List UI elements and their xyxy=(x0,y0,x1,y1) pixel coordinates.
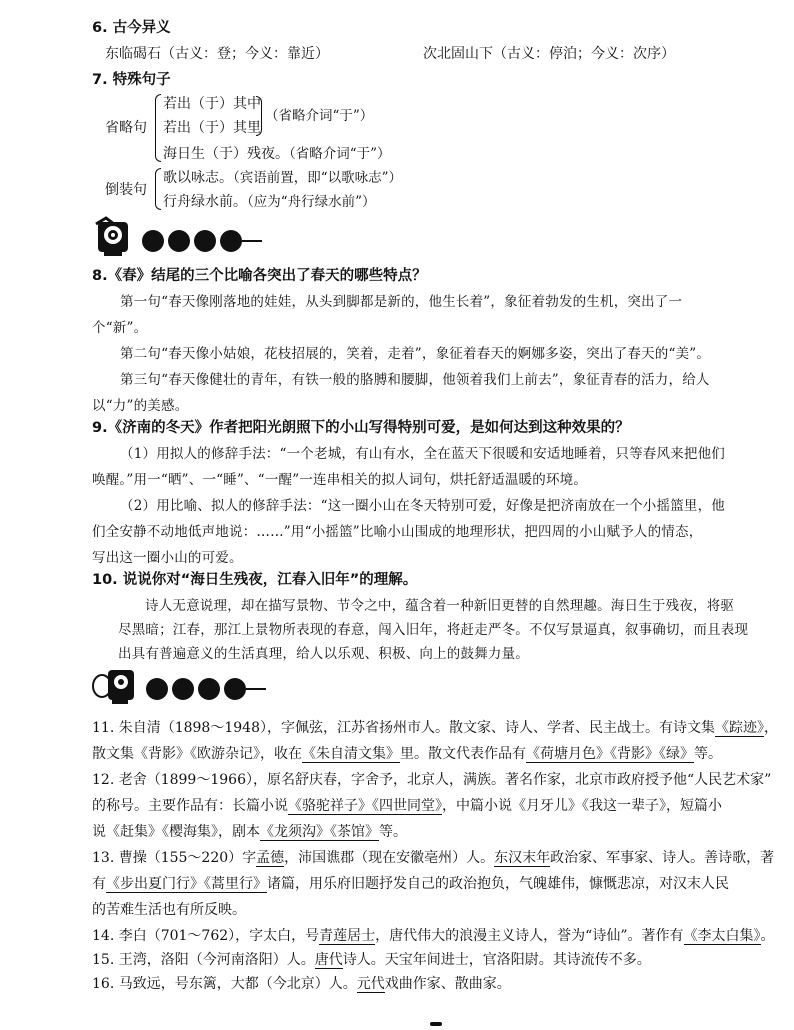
q10-title: 10. 说说你对“海日生残夜，江春入旧年”的理解。 xyxy=(92,572,418,588)
s7-omission-note-2: （省略介词“于”） xyxy=(289,146,391,162)
q13-l1-b: ，沛国谯郡（现在安徽亳州）人。 xyxy=(284,850,495,866)
q10-l3: 出具有普遍意义的生活真理，给人以乐观、积极、向上的鼓舞力量。 xyxy=(118,646,529,662)
q13-l1-u1: 孟德 xyxy=(256,850,285,866)
q11-l2-a: 散文集《背影》《欧游杂记》，收在 xyxy=(92,746,302,762)
brace-omission xyxy=(155,94,161,162)
q8-p3-l2: 以“力”的美感。 xyxy=(92,398,189,414)
q10-l1: 诗人无意说理，却在描写景物、节令之中，蕴含着一种新旧更替的自然理趣。海日生于残夜，将驱 xyxy=(145,598,735,614)
section-banner-1 xyxy=(92,216,272,260)
q11-l1-a: 11. 朱自清（1898～1948），字佩弦，江苏省扬州市人。散文家、诗人、学者、民主战士。有诗文集 xyxy=(92,720,715,736)
q8-p2: 第二句“春天像小姑娘，花枝招展的，笑着，走着”，象征着春天的婀娜多姿，突出了春天的“美”。 xyxy=(120,346,711,362)
s6-item-2 xyxy=(423,44,675,64)
q12-l2-a: 的称号。主要作品有：长篇小说 xyxy=(92,798,288,814)
q16-l1 xyxy=(92,974,511,994)
q16-l1-u1: 元代 xyxy=(356,976,385,992)
q13-l2-u1: 《步出夏门行》《蒿里行》 xyxy=(106,876,267,892)
q13-l3: 的苦难生活也有所反映。 xyxy=(92,902,246,918)
q11-l2-u2: 《荷塘月色》《背影》《绿》 xyxy=(526,746,694,762)
q11-l1-b: ， xyxy=(763,720,778,736)
s7-omission-label: 省略句 xyxy=(105,120,147,136)
q15-l1-b: 诗人。天宝年间进士，官洛阳尉。其诗流传不多。 xyxy=(342,952,651,968)
q11-l2 xyxy=(92,744,722,764)
s7-inversion-2-text: 行舟绿水前。 xyxy=(163,194,247,210)
q13-l1-u2: 东汉末年 xyxy=(494,850,551,866)
q12-l3-b: 等。 xyxy=(379,824,407,840)
q15-l1-a: 15. 王湾，洛阳（今河南洛阳）人。 xyxy=(92,952,315,968)
q13-l1-c: 政治家、军事家、诗人。善诗歌，著 xyxy=(550,850,775,866)
s6-item-1-note: （古义：登；今义：靠近） xyxy=(161,46,329,62)
q13-l1 xyxy=(92,848,774,868)
mascot-icon xyxy=(92,216,136,260)
q11-l1-u1: 《踪迹》 xyxy=(714,720,764,736)
s7-omission-2: 若出（于）其里 xyxy=(163,120,261,136)
q14-l1-c: 。 xyxy=(760,928,775,944)
heading-7: 7. 特殊句子 xyxy=(92,72,171,88)
heading-6: 6. 古今异义 xyxy=(92,20,171,36)
q8-p1-l1: 第一句“春天像刚落地的娃娃，从头到脚都是新的，他生长着”，象征着勃发的生机，突出了一 xyxy=(120,294,683,310)
q11-l2-u1: 《朱自清文集》 xyxy=(302,746,400,762)
q12-l2-u1: 《骆驼祥子》《四世同堂》 xyxy=(288,798,442,814)
q13-l1-a: 13. 曹操（155～220）字 xyxy=(92,850,257,866)
q13-l2-b: 诸篇，用乐府旧题抒发自己的政治抱负，气魄雄伟，慷慨悲凉，对汉末人民 xyxy=(267,876,729,892)
s7-omission-3-text: 海日生（于）残夜。 xyxy=(163,146,289,162)
q10-l2: 尽黑暗；江春，那江上景物所表现的春意，闯入旧年，将赶走严冬。不仅写景逼真，叙事确切，而且表现 xyxy=(118,622,749,638)
q8-p1-l2: 个“新”。 xyxy=(92,320,148,336)
s7-omission-3 xyxy=(163,144,391,164)
q9-title: 9.《济南的冬天》作者把阳光朗照下的小山写得特别可爱，是如何达到这种效果的？ xyxy=(92,420,630,436)
brace-omission-inner xyxy=(256,96,262,136)
q14-l1-a: 14. 李白（701～762），字太白，号 xyxy=(92,928,320,944)
mascot-reading-icon xyxy=(92,664,140,708)
s6-item-2-word: 次北固山下 xyxy=(423,46,493,62)
q9-p2-l1: （2）用比喻、拟人的修辞手法：“这一圈小山在冬天特别可爱，好像是把济南放在一个小摇篮里，他 xyxy=(120,498,725,514)
q11-l2-c: 等。 xyxy=(694,746,722,762)
q9-p1-l2: 唤醒。”用一“晒”、一“睡”、“一醒”一连串相关的拟人词句，烘托舒适温暖的环境。 xyxy=(92,472,588,488)
q14-l1-u1: 青莲居士 xyxy=(319,928,376,944)
s6-item-1 xyxy=(105,44,329,64)
q12-l2-b: ，中篇小说《月牙儿》《我这一辈子》，短篇小 xyxy=(442,798,722,814)
q12-l1: 12. 老舍（1899～1966），原名舒庆春，字舍予，北京人，满族。著名作家，北京市政府授予他“人民艺术家” xyxy=(92,772,772,788)
q8-p3-l1: 第三句“春天像健壮的青年，有铁一般的胳膊和腰脚，他领着我们上前去”，象征青春的活力，给人 xyxy=(120,372,710,388)
q16-l1-b: 戏曲作家、散曲家。 xyxy=(384,976,511,992)
q15-l1 xyxy=(92,950,651,970)
q12-l3 xyxy=(92,822,407,842)
q15-l1-u1: 唐代 xyxy=(314,952,343,968)
brace-inversion xyxy=(155,168,161,210)
q12-l3-a: 说《赶集》《樱海集》，剧本 xyxy=(92,824,260,840)
q14-l1-u2: 《李太白集》 xyxy=(683,928,761,944)
q8-title: 8.《春》结尾的三个比喻各突出了春天的哪些特点？ xyxy=(92,268,427,284)
q9-p1-l1: （1）用拟人的修辞手法：“一个老城，有山有水，全在蓝天下很暖和安适地睡着，只等春风来把他们 xyxy=(120,446,725,462)
q11-l1 xyxy=(92,718,778,738)
q16-l1-a: 16. 马致远，号东篱，大都（今北京）人。 xyxy=(92,976,357,992)
s7-inversion-1-text: 歌以咏志。 xyxy=(163,170,233,186)
s7-inversion-label: 倒装句 xyxy=(105,182,147,198)
q9-p2-l2: 们全安静不动地低声地说：……”用“小摇篮”比喻小山围成的地理形状，把四周的小山赋予人的情态， xyxy=(92,524,703,540)
s7-omission-1: 若出（于）其中 xyxy=(163,96,261,112)
s7-inversion-1 xyxy=(163,168,402,188)
s7-inversion-2 xyxy=(163,192,376,212)
q12-l3-u1: 《龙须沟》《茶馆》 xyxy=(260,824,379,840)
s6-item-2-note: （古义：停泊；今义：次序） xyxy=(493,46,675,62)
section-banner-2 xyxy=(92,664,272,708)
q13-l2-a: 有 xyxy=(92,876,106,892)
s6-item-1-word: 东临碣石 xyxy=(105,46,161,62)
q11-l2-b: 里。散文代表作品有 xyxy=(400,746,526,762)
s7-inversion-note-1: （宾语前置，即“以歌咏志”） xyxy=(233,170,403,186)
s7-inversion-note-2: （应为“舟行绿水前”） xyxy=(247,194,376,210)
page-footer-mark xyxy=(430,1022,442,1026)
q14-l1 xyxy=(92,926,775,946)
q13-l2 xyxy=(92,874,729,894)
q12-l2 xyxy=(92,796,722,816)
s7-omission-note-1: （省略介词“于”） xyxy=(265,108,374,124)
q14-l1-b: ，唐代伟大的浪漫主义诗人，誉为“诗仙”。著作有 xyxy=(375,928,684,944)
q9-p2-l3: 写出这一圈小山的可爱。 xyxy=(92,550,243,566)
